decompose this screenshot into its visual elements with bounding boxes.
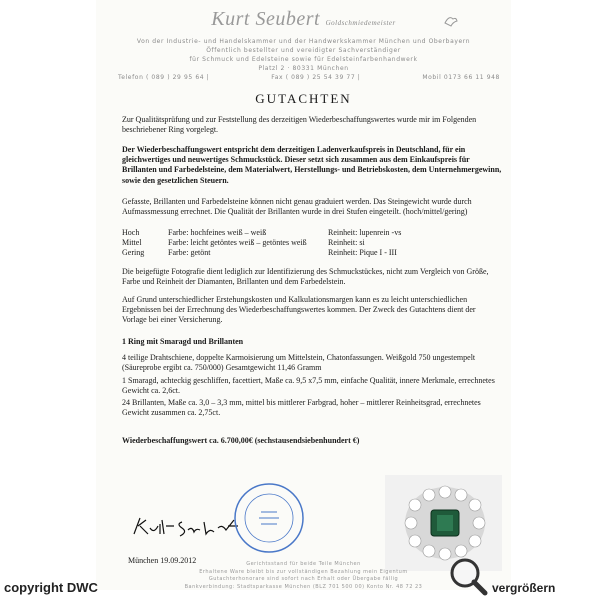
grade-level: Mittel (122, 238, 142, 247)
mobile-number: Mobil 0173 66 11 948 (422, 74, 500, 81)
diamonds-description: 24 Brillanten, Maße ca. 3,0 – 3,3 mm, mittel bis mittlerer Farbgrad, hoher – mittlerer Reinheitsgrad, errechnetes Gewicht zusammen ca. 2,75ct. (122, 398, 481, 418)
header-address: Platzl 2 · 80331 München (258, 65, 349, 72)
photo-disclaimer-paragraph: Die beigefügte Fotografie dient lediglich zur Identifizierung des Schmuckstückes, nicht zum Vergleich von Größe, Farbe und Reinheit der Diamanten, Brillanten und dem Farbedelstein. (122, 267, 489, 287)
phone-number: Telefon ( 089 ) 29 95 64 | (118, 74, 210, 81)
item-title: 1 Ring mit Smaragd und Brillanten (122, 337, 244, 346)
grade-clarity: Reinheit: lupenrein -vs (328, 228, 402, 237)
grading-paragraph: Gefasste, Brillanten und Farbedelsteine können nicht genau graduiert werden. Das Steingewicht wurde durch Aufmassmessung errechnet. Die Qualität der Brillanten wurde in drei Stufen eingeteilt. (hoch/mittel/gering) (122, 197, 472, 217)
zoom-button[interactable]: vergrößern (492, 581, 556, 595)
header-line-1: Von der Industrie- und Handelskammer und der Handwerkskammer München und Oberbayern (136, 38, 471, 45)
intro-paragraph: Zur Qualitätsprüfung und zur Feststellung des derzeitigen Wiederbeschaffungswertes wurde mir im Folgenden beschriebener Ring vorgelegt. (122, 115, 477, 135)
grade-color: Farbe: leicht getöntes weiß – getöntes weiß (168, 238, 307, 247)
logo-subtitle: Goldschmiedemeister (325, 19, 396, 27)
bird-icon (443, 13, 459, 29)
footer-line: Gerichtsstand für beide Teile München (246, 561, 361, 567)
grade-color: Farbe: hochfeines weiß – weiß (168, 228, 267, 237)
grade-clarity: Reinheit: si (328, 238, 365, 247)
official-stamp (233, 482, 305, 554)
place-and-date: München 19.09.2012 (128, 556, 197, 565)
item-description: 4 teilige Drahtschiene, doppelte Karmoisierung um Mittelstein, Chatonfassungen. Weißgold 750 ungestempelt (Säureprobe ergibt ca. 750/000) Gesamtgewicht 11,46 Gramm (122, 353, 476, 373)
footer-line: Erhaltene Ware bleibt bis zur vollständigen Bezahlung mein Eigentum (199, 568, 408, 575)
signature (130, 512, 245, 542)
contact-line (118, 74, 500, 81)
grade-level: Gering (122, 248, 145, 257)
document-title: GUTACHTEN (255, 91, 352, 106)
grade-level: Hoch (122, 228, 140, 237)
grade-clarity: Reinheit: Pique I - III (328, 248, 397, 257)
replacement-value: Wiederbeschaffungswert ca. 6.700,00€ (sechstausendsiebenhundert €) (122, 436, 360, 445)
copyright-label: copyright DWC (4, 580, 98, 595)
header-line-2: Öffentlich bestellter und vereidigter Sachverständiger (206, 47, 401, 54)
header-line-3: für Schmuck und Edelsteine sowie für Edelsteinfarbenhandwerk (189, 56, 418, 63)
value-definition-paragraph: Der Wiederbeschaffungswert entspricht dem derzeitigen Ladenverkaufspreis in Deutschland, für ein gleichwertiges und neuwertiges Schmuckstück. Dieser setzt sich zusammen aus dem Einkaufspreis für Brillanten und Farbedelsteine, dem Materialwert, Herstellungs- und Betriebskosten, dem Unternehmergewinn, sowie den gesetzlichen Steuern. (122, 145, 502, 185)
emerald-description: 1 Smaragd, achteckig geschliffen, facettiert, Maße ca. 9,5 x7,5 mm, einfache Qualität, innere Merkmale, errechnetes Gewicht ca. 2,6ct. (122, 376, 495, 396)
purpose-paragraph: Auf Grund unterschiedlicher Erstehungskosten und Kalkulationsmargen kann es zu leicht unterschiedlichen Ergebnissen bei der Errechnung des Wiederbeschaffungswertes kommen. Der Zweck des Gutachtens dient der Vorlage bei einer Versicherung. (122, 295, 476, 325)
footer-line: Gutachterhonorare sind sofort nach Erhalt oder Übergabe fällig (208, 576, 399, 582)
logo-name: Kurt Seubert (211, 8, 321, 30)
footer-line: Bankverbindung: Stadtsparkasse München (BLZ 701 500 00) Konto Nr. 48 72 23 (184, 583, 423, 590)
fax-number: Fax ( 089 ) 25 54 39 77 | (271, 74, 361, 81)
magnifier-icon[interactable] (448, 556, 488, 596)
grade-color: Farbe: getönt (168, 248, 211, 257)
